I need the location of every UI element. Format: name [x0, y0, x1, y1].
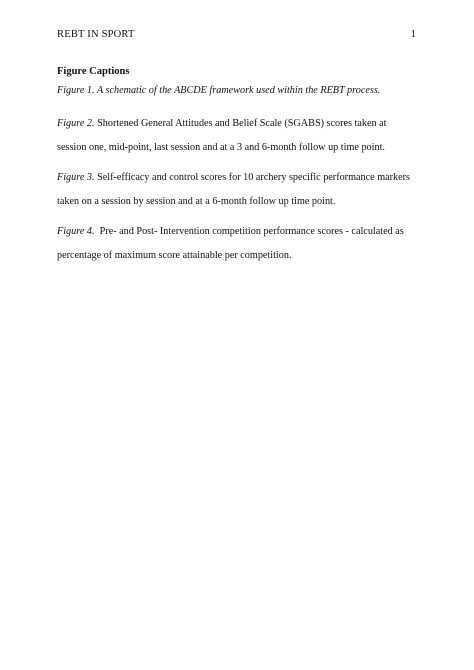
caption-text: Pre- and Post- Intervention competition performance scores - calculated as percentage of maximum score attainable per competition. — [57, 226, 404, 261]
caption-figure-2 — [57, 112, 417, 160]
section-title: Figure Captions — [57, 66, 130, 77]
caption-figure-3 — [57, 166, 417, 214]
caption-label: Figure 3. — [57, 172, 95, 183]
caption-text: Self-efficacy and control scores for 10 archery specific performance markers taken on a session by session and at a 6-month follow up time point. — [57, 172, 411, 207]
caption-label: Figure 2. — [57, 118, 95, 129]
caption-label: Figure 1. — [57, 85, 95, 96]
figure-captions-section — [57, 66, 417, 274]
caption-text: A schematic of the ABCDE framework used within the REBT process. — [96, 85, 381, 96]
caption-label: Figure 4. — [57, 226, 95, 237]
caption-text: Shortened General Attitudes and Belief Scale (SGABS) scores taken at session one, mid-point, last session and at a 3 and 6-month follow up time point. — [57, 118, 387, 153]
running-head: REBT IN SPORT — [57, 29, 135, 40]
page-number: 1 — [410, 29, 416, 40]
caption-figure-1 — [57, 84, 417, 98]
caption-figure-4 — [57, 220, 417, 268]
